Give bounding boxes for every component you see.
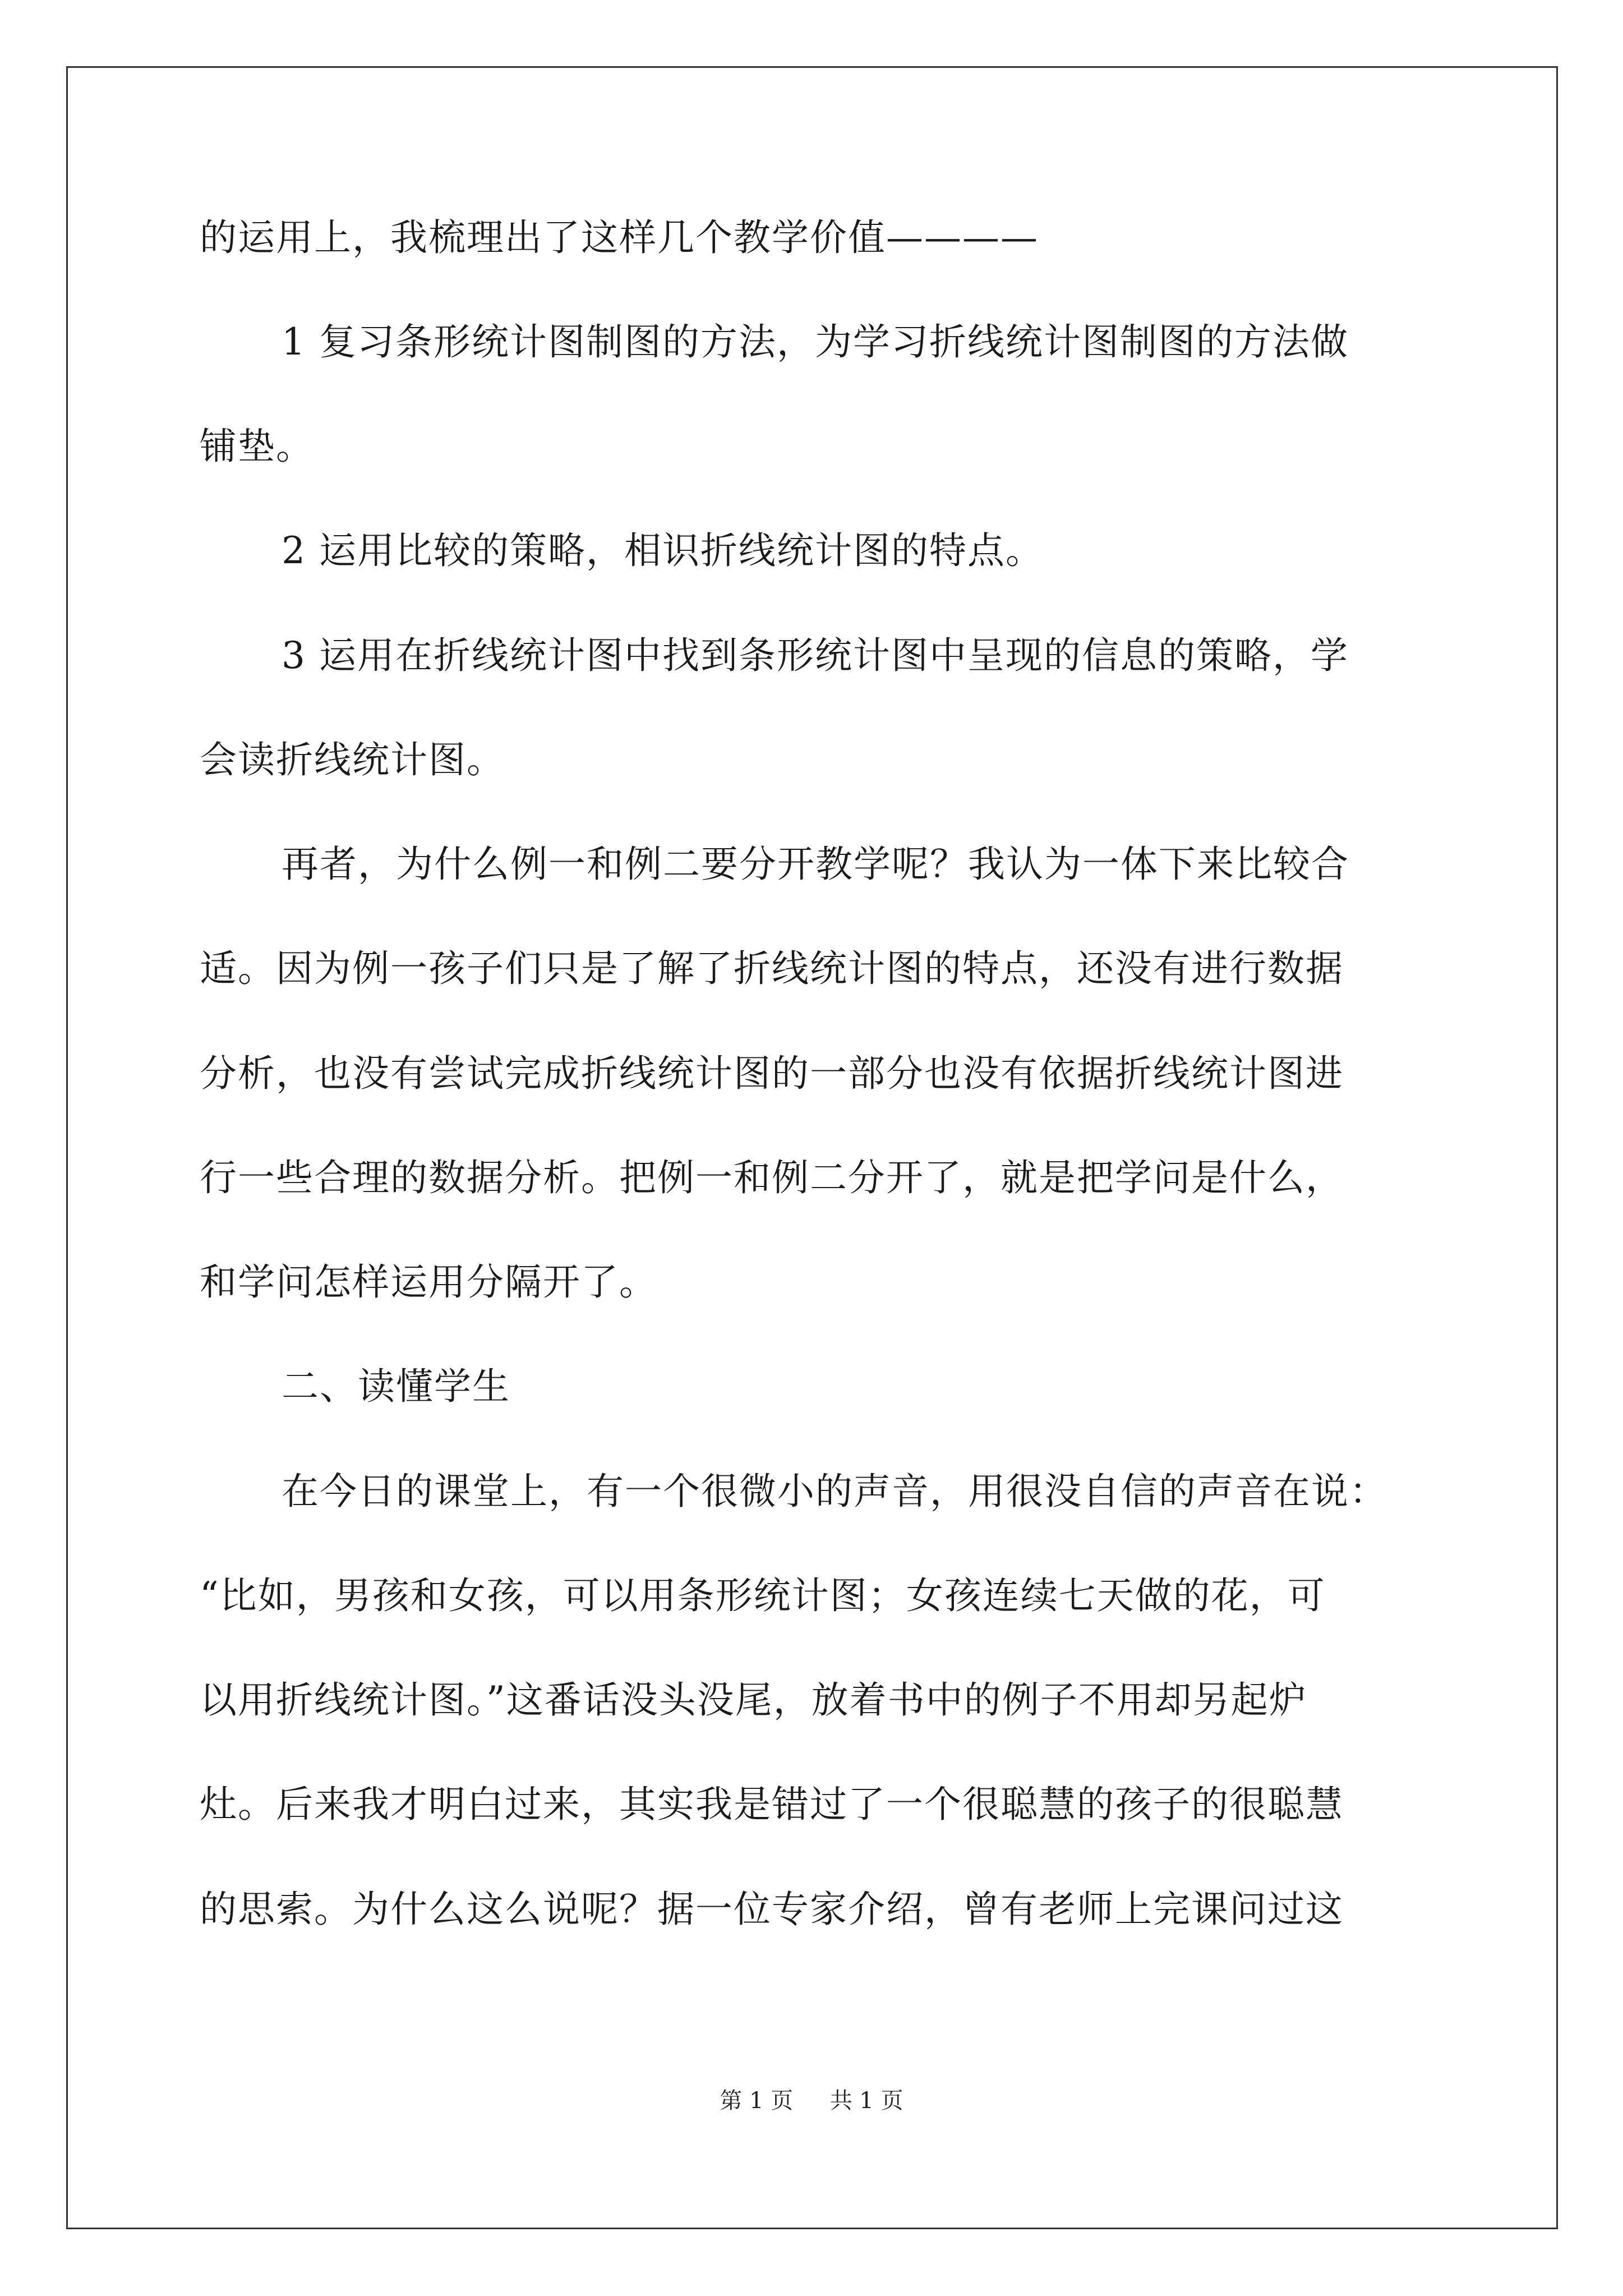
text-line: 1 复习条形统计图制图的方法，为学习折线统计图制图的方法做 bbox=[282, 320, 1349, 364]
text-line: 会读折线统计图。 bbox=[200, 738, 505, 781]
page-number: 第 1 页 bbox=[720, 2088, 794, 2114]
page-total: 共 1 页 bbox=[829, 2088, 903, 2114]
text-line: 适。因为例一孩子们只是了解了折线统计图的特点，还没有进行数据 bbox=[200, 947, 1344, 990]
text-line: 分析，也没有尝试完成折线统计图的一部分也没有依据折线统计图进 bbox=[200, 1052, 1344, 1095]
text-line: 3 运用在折线统计图中找到条形统计图中呈现的信息的策略，学 bbox=[282, 634, 1349, 677]
text-line: 的思索。为什么这么说呢？据一位专家介绍，曾有老师上完课问过这 bbox=[200, 1888, 1344, 1931]
text-line: “比如，男孩和女孩，可以用条形统计图；女孩连续七天做的花，可 bbox=[200, 1574, 1326, 1617]
page-footer bbox=[0, 2084, 1623, 2118]
text-line: 和学问怎样运用分隔开了。 bbox=[200, 1260, 657, 1304]
section-heading: 二、读懂学生 bbox=[282, 1365, 510, 1408]
text-line: 以用折线统计图。”这番话没头没尾，放着书中的例子不用却另起炉 bbox=[200, 1678, 1307, 1722]
text-line: 2 运用比较的策略，相识折线统计图的特点。 bbox=[282, 529, 1044, 572]
text-line: 的运用上，我梳理出了这样几个教学价值———— bbox=[200, 216, 1039, 259]
text-line: 灶。后来我才明白过来，其实我是错过了一个很聪慧的孩子的很聪慧 bbox=[200, 1783, 1344, 1826]
text-line: 再者，为什么例一和例二要分开教学呢？我认为一体下来比较合 bbox=[282, 843, 1349, 886]
text-line: 在今日的课堂上，有一个很微小的声音，用很没自信的声音在说： bbox=[282, 1470, 1387, 1513]
text-line: 行一些合理的数据分析。把例一和例二分开了，就是把学问是什么， bbox=[200, 1156, 1344, 1199]
text-line: 铺垫。 bbox=[200, 425, 314, 468]
